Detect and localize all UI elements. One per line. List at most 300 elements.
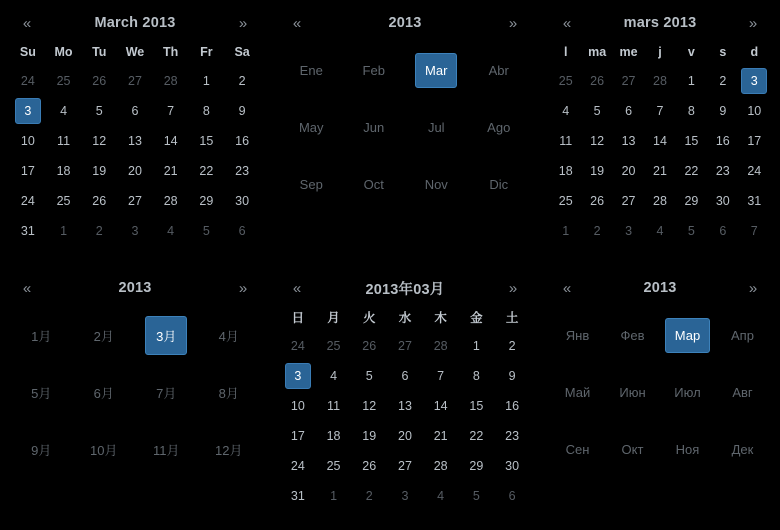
week-row: [10, 186, 260, 216]
day-cell[interactable]: [316, 331, 352, 361]
day-number: 26: [590, 194, 605, 208]
prev-month-button[interactable]: «: [562, 279, 572, 297]
day-cell[interactable]: [581, 186, 612, 216]
day-cell[interactable]: [423, 421, 459, 451]
month-cell[interactable]: Апр: [731, 328, 754, 343]
day-cell[interactable]: [387, 481, 423, 511]
month-cell[interactable]: 12月: [215, 443, 243, 458]
day-number: 7: [167, 104, 175, 118]
month-cell[interactable]: 6月: [93, 386, 114, 401]
day-cell[interactable]: [550, 126, 581, 156]
day-cell[interactable]: [423, 481, 459, 511]
day-number: 10: [20, 134, 35, 148]
week-row: [280, 421, 530, 451]
day-cell[interactable]: [387, 451, 423, 481]
day-cell[interactable]: [459, 331, 495, 361]
next-month-button[interactable]: »: [748, 279, 758, 297]
day-number: 25: [558, 194, 573, 208]
day-number: 5: [95, 104, 103, 118]
month-cell[interactable]: Jun: [363, 120, 385, 135]
day-number: 1: [472, 339, 480, 353]
day-cell[interactable]: [10, 186, 46, 216]
day-cell[interactable]: [10, 216, 46, 246]
day-cell[interactable]: [707, 186, 738, 216]
day-cell[interactable]: [676, 216, 707, 246]
day-number: 3: [401, 489, 409, 503]
day-cell[interactable]: [351, 481, 387, 511]
calendar-title: 2013年03月: [365, 281, 445, 298]
month-cell[interactable]: 4月: [218, 329, 239, 344]
day-number: 1: [202, 74, 210, 88]
day-cell[interactable]: [280, 481, 316, 511]
week-row: [280, 451, 530, 481]
prev-month-button[interactable]: «: [22, 279, 32, 297]
day-cell[interactable]: [10, 126, 46, 156]
day-number: 8: [687, 104, 695, 118]
day-number: 1: [330, 489, 338, 503]
month-grid: [280, 42, 530, 213]
day-cell[interactable]: [81, 96, 117, 126]
day-cell[interactable]: [644, 186, 675, 216]
day-cell[interactable]: [423, 451, 459, 481]
day-number: 6: [401, 369, 409, 383]
day-cell[interactable]: [46, 216, 82, 246]
day-number: 17: [290, 429, 305, 443]
day-cell[interactable]: [739, 96, 770, 126]
day-number: 26: [590, 74, 605, 88]
day-number: 28: [653, 74, 667, 88]
day-number: 25: [56, 74, 71, 88]
day-number: 3: [625, 224, 633, 238]
calendar-zh-month-view: [0, 265, 270, 530]
day-number: 2: [365, 489, 373, 503]
day-cell[interactable]: [613, 96, 644, 126]
month-cell[interactable]: 1月: [31, 329, 52, 344]
day-number: 8: [472, 369, 480, 383]
day-cell[interactable]: [224, 96, 260, 126]
calendar-header: [10, 273, 260, 303]
day-cell[interactable]: [613, 156, 644, 186]
day-number: 18: [558, 164, 573, 178]
day-grid: [550, 38, 770, 246]
day-cell[interactable]: [739, 126, 770, 156]
day-number: 7: [750, 224, 758, 238]
day-number: 7: [656, 104, 664, 118]
day-number: 6: [508, 489, 516, 503]
day-cell[interactable]: [739, 186, 770, 216]
day-number: 23: [235, 164, 250, 178]
week-row: [280, 331, 530, 361]
day-number: 20: [621, 164, 636, 178]
month-cell[interactable]: Июл: [674, 385, 701, 400]
day-cell[interactable]: [153, 66, 189, 96]
day-number: 24: [290, 459, 305, 473]
day-cell[interactable]: [280, 331, 316, 361]
day-number: 6: [238, 224, 246, 238]
day-cell-selected[interactable]: [739, 66, 770, 96]
day-cell[interactable]: [224, 156, 260, 186]
day-cell[interactable]: [117, 186, 153, 216]
day-cell[interactable]: [644, 96, 675, 126]
month-cell[interactable]: Июн: [619, 385, 646, 400]
day-cell[interactable]: [494, 481, 530, 511]
day-cell[interactable]: [707, 126, 738, 156]
calendar-title: 2013: [118, 280, 152, 296]
day-number: 26: [362, 339, 377, 353]
day-number: 17: [20, 164, 35, 178]
day-cell[interactable]: [153, 126, 189, 156]
weekday-header-row: [280, 303, 530, 331]
day-cell[interactable]: [10, 156, 46, 186]
day-number: 26: [92, 74, 107, 88]
day-number: 29: [684, 194, 699, 208]
day-cell[interactable]: [459, 361, 495, 391]
day-cell[interactable]: [707, 66, 738, 96]
month-cell[interactable]: Ene: [299, 63, 323, 78]
day-cell[interactable]: [189, 126, 225, 156]
day-cell[interactable]: [351, 391, 387, 421]
day-cell[interactable]: [550, 216, 581, 246]
month-cell[interactable]: Сен: [565, 442, 590, 457]
day-cell[interactable]: [316, 421, 352, 451]
day-cell[interactable]: [117, 66, 153, 96]
day-cell[interactable]: [81, 156, 117, 186]
day-number: 12: [92, 134, 107, 148]
day-cell[interactable]: [46, 186, 82, 216]
month-cell[interactable]: Окт: [621, 442, 644, 457]
month-cell[interactable]: 10月: [90, 443, 118, 458]
calendar-fr-day-view: [540, 0, 780, 265]
month-cell[interactable]: Ноя: [675, 442, 700, 457]
day-number: 22: [684, 164, 699, 178]
month-cell[interactable]: Feb: [362, 63, 385, 78]
day-cell[interactable]: [117, 216, 153, 246]
month-grid: [550, 307, 770, 478]
day-cell[interactable]: [153, 186, 189, 216]
month-cell[interactable]: 2月: [93, 329, 114, 344]
month-cell[interactable]: Sep: [299, 177, 323, 192]
calendar-ja-day-view: [270, 265, 540, 530]
day-cell[interactable]: [676, 186, 707, 216]
day-number: 30: [235, 194, 250, 208]
calendar-ru-month-view: [540, 265, 780, 530]
day-number: 6: [131, 104, 139, 118]
day-number: 28: [433, 459, 448, 473]
day-cell[interactable]: [459, 421, 495, 451]
day-cell[interactable]: [351, 361, 387, 391]
month-cell[interactable]: Dic: [489, 177, 509, 192]
day-number: 27: [621, 74, 636, 88]
day-cell-selected[interactable]: [10, 96, 46, 126]
day-cell[interactable]: [387, 331, 423, 361]
week-row: [280, 481, 530, 511]
day-cell[interactable]: [494, 421, 530, 451]
prev-month-button[interactable]: «: [292, 279, 302, 297]
day-number: 30: [715, 194, 730, 208]
day-number: 8: [202, 104, 210, 118]
day-cell[interactable]: [316, 451, 352, 481]
day-cell[interactable]: [46, 66, 82, 96]
day-cell[interactable]: [81, 186, 117, 216]
weekday-label: l: [563, 45, 568, 59]
day-cell[interactable]: [153, 216, 189, 246]
day-number: 3: [15, 98, 41, 124]
day-cell[interactable]: [316, 391, 352, 421]
weekday-label: We: [125, 45, 145, 59]
day-number: 13: [398, 399, 412, 413]
weekday-header-row: [10, 38, 260, 66]
prev-month-button[interactable]: «: [562, 14, 572, 32]
month-cell[interactable]: Янв: [565, 328, 590, 343]
day-cell[interactable]: [494, 361, 530, 391]
day-number: 21: [163, 164, 178, 178]
day-number: 29: [199, 194, 214, 208]
day-cell[interactable]: [494, 331, 530, 361]
next-month-button[interactable]: »: [238, 14, 248, 32]
day-number: 16: [505, 399, 520, 413]
day-cell[interactable]: [280, 391, 316, 421]
day-cell[interactable]: [581, 156, 612, 186]
month-grid: [10, 307, 260, 478]
day-cell[interactable]: [117, 126, 153, 156]
weekday-label: Sa: [234, 45, 250, 59]
day-cell[interactable]: [280, 451, 316, 481]
calendar-header: [550, 8, 770, 38]
weekday-label: d: [750, 45, 759, 59]
weekday-label: 月: [327, 311, 340, 325]
day-number: 24: [747, 164, 762, 178]
day-number: 1: [60, 224, 68, 238]
day-number: 5: [687, 224, 695, 238]
day-number: 18: [56, 164, 71, 178]
day-cell[interactable]: [117, 96, 153, 126]
day-cell[interactable]: [81, 216, 117, 246]
day-cell[interactable]: [153, 156, 189, 186]
day-number: 28: [163, 194, 178, 208]
day-number: 25: [326, 459, 341, 473]
day-cell[interactable]: [81, 66, 117, 96]
day-cell[interactable]: [494, 451, 530, 481]
day-number: 3: [285, 363, 311, 389]
day-number: 30: [505, 459, 520, 473]
day-cell[interactable]: [707, 96, 738, 126]
day-cell[interactable]: [387, 391, 423, 421]
day-number: 2: [238, 74, 246, 88]
day-cell[interactable]: [46, 126, 82, 156]
day-number: 27: [128, 194, 142, 208]
day-number: 29: [469, 459, 484, 473]
week-row: [550, 186, 770, 216]
day-cell[interactable]: [459, 481, 495, 511]
day-cell[interactable]: [676, 96, 707, 126]
day-cell[interactable]: [676, 66, 707, 96]
day-cell[interactable]: [224, 66, 260, 96]
day-cell[interactable]: [224, 126, 260, 156]
day-cell[interactable]: [676, 126, 707, 156]
day-cell[interactable]: [581, 66, 612, 96]
day-number: 14: [653, 134, 667, 148]
day-cell[interactable]: [423, 361, 459, 391]
calendar-header: [550, 273, 770, 303]
day-cell[interactable]: [46, 96, 82, 126]
day-cell[interactable]: [10, 66, 46, 96]
day-number: 31: [20, 224, 35, 238]
day-number: 15: [684, 134, 699, 148]
month-cell[interactable]: 8月: [218, 386, 239, 401]
day-cell[interactable]: [351, 451, 387, 481]
day-number: 11: [327, 399, 341, 413]
day-cell[interactable]: [550, 96, 581, 126]
day-cell[interactable]: [581, 126, 612, 156]
month-cell[interactable]: Ago: [487, 120, 511, 135]
day-number: 25: [56, 194, 71, 208]
month-cell-selected[interactable]: Мар: [665, 318, 710, 353]
day-number: 14: [163, 134, 178, 148]
day-number: 4: [656, 224, 664, 238]
prev-month-button[interactable]: «: [22, 14, 32, 32]
calendar-title: March 2013: [94, 15, 176, 31]
weekday-label: s: [719, 45, 727, 59]
month-cell[interactable]: 5月: [31, 386, 52, 401]
day-number: 5: [202, 224, 210, 238]
day-cell[interactable]: [459, 391, 495, 421]
day-cell[interactable]: [581, 96, 612, 126]
month-cell[interactable]: Oct: [363, 177, 384, 192]
week-row: [10, 216, 260, 246]
month-cell[interactable]: Дек: [731, 442, 754, 457]
day-number: 9: [508, 369, 516, 383]
month-cell[interactable]: May: [298, 120, 324, 135]
day-number: 12: [362, 399, 377, 413]
week-row: [550, 66, 770, 96]
day-number: 9: [238, 104, 246, 118]
day-cell[interactable]: [613, 216, 644, 246]
day-cell[interactable]: [316, 361, 352, 391]
day-cell[interactable]: [189, 216, 225, 246]
day-number: 23: [505, 429, 520, 443]
day-cell[interactable]: [613, 186, 644, 216]
next-month-button[interactable]: »: [238, 279, 248, 297]
day-cell[interactable]: [707, 156, 738, 186]
day-number: 19: [590, 164, 605, 178]
day-number: 22: [469, 429, 484, 443]
day-cell[interactable]: [644, 216, 675, 246]
day-cell[interactable]: [81, 126, 117, 156]
month-cell[interactable]: 7月: [156, 386, 177, 401]
day-cell[interactable]: [153, 96, 189, 126]
week-row: [550, 156, 770, 186]
month-cell[interactable]: Abr: [488, 63, 509, 78]
day-cell[interactable]: [316, 481, 352, 511]
month-cell[interactable]: Авг: [732, 385, 753, 400]
day-cell[interactable]: [280, 421, 316, 451]
day-number: 28: [433, 339, 448, 353]
day-number: 9: [719, 104, 727, 118]
day-cell[interactable]: [739, 216, 770, 246]
day-number: 13: [128, 134, 142, 148]
day-cell[interactable]: [494, 391, 530, 421]
day-cell[interactable]: [189, 186, 225, 216]
day-number: 24: [20, 74, 35, 88]
day-number: 26: [362, 459, 377, 473]
day-cell[interactable]: [644, 66, 675, 96]
week-row: [280, 361, 530, 391]
day-number: 4: [437, 489, 445, 503]
day-cell[interactable]: [644, 156, 675, 186]
month-cell[interactable]: 11月: [153, 443, 180, 458]
day-number: 16: [715, 134, 730, 148]
day-number: 25: [558, 74, 573, 88]
day-grid: [280, 303, 530, 511]
day-number: 4: [330, 369, 338, 383]
day-cell[interactable]: [224, 186, 260, 216]
day-cell[interactable]: [117, 156, 153, 186]
day-cell[interactable]: [387, 361, 423, 391]
day-cell[interactable]: [387, 421, 423, 451]
day-cell[interactable]: [739, 156, 770, 186]
day-cell[interactable]: [423, 391, 459, 421]
day-cell[interactable]: [459, 451, 495, 481]
day-number: 19: [362, 429, 377, 443]
week-row: [550, 126, 770, 156]
weekday-label: 木: [434, 311, 447, 325]
month-cell[interactable]: 9月: [31, 443, 52, 458]
day-number: 27: [398, 339, 412, 353]
day-cell[interactable]: [224, 216, 260, 246]
month-cell-selected[interactable]: Mar: [415, 53, 457, 88]
day-cell[interactable]: [550, 66, 581, 96]
day-cell[interactable]: [189, 96, 225, 126]
weekday-label: ma: [588, 45, 607, 59]
month-cell[interactable]: Май: [564, 385, 591, 400]
day-cell[interactable]: [707, 216, 738, 246]
day-cell[interactable]: [189, 156, 225, 186]
day-cell[interactable]: [550, 186, 581, 216]
day-cell[interactable]: [581, 216, 612, 246]
day-number: 16: [235, 134, 250, 148]
month-cell[interactable]: Jul: [427, 120, 445, 135]
next-month-button[interactable]: »: [748, 14, 758, 32]
month-cell-selected[interactable]: 3月: [145, 316, 187, 355]
day-cell[interactable]: [676, 156, 707, 186]
day-cell-selected[interactable]: [280, 361, 316, 391]
weekday-label: j: [658, 45, 662, 59]
day-cell[interactable]: [423, 331, 459, 361]
next-month-button[interactable]: »: [508, 279, 518, 297]
day-cell[interactable]: [644, 126, 675, 156]
day-cell[interactable]: [550, 156, 581, 186]
day-number: 19: [92, 164, 107, 178]
weekday-label: v: [687, 45, 695, 59]
week-row: [10, 66, 260, 96]
day-number: 24: [290, 339, 305, 353]
prev-month-button[interactable]: «: [292, 14, 302, 32]
weekday-label: 水: [398, 311, 412, 325]
day-number: 20: [128, 164, 142, 178]
day-cell[interactable]: [613, 126, 644, 156]
day-number: 11: [57, 134, 71, 148]
day-cell[interactable]: [351, 331, 387, 361]
day-cell[interactable]: [189, 66, 225, 96]
next-month-button[interactable]: »: [508, 14, 518, 32]
day-cell[interactable]: [613, 66, 644, 96]
day-cell[interactable]: [46, 156, 82, 186]
day-number: 23: [715, 164, 730, 178]
month-cell[interactable]: Nov: [424, 177, 448, 192]
month-cell[interactable]: Фев: [620, 328, 645, 343]
day-number: 22: [199, 164, 214, 178]
day-cell[interactable]: [351, 421, 387, 451]
